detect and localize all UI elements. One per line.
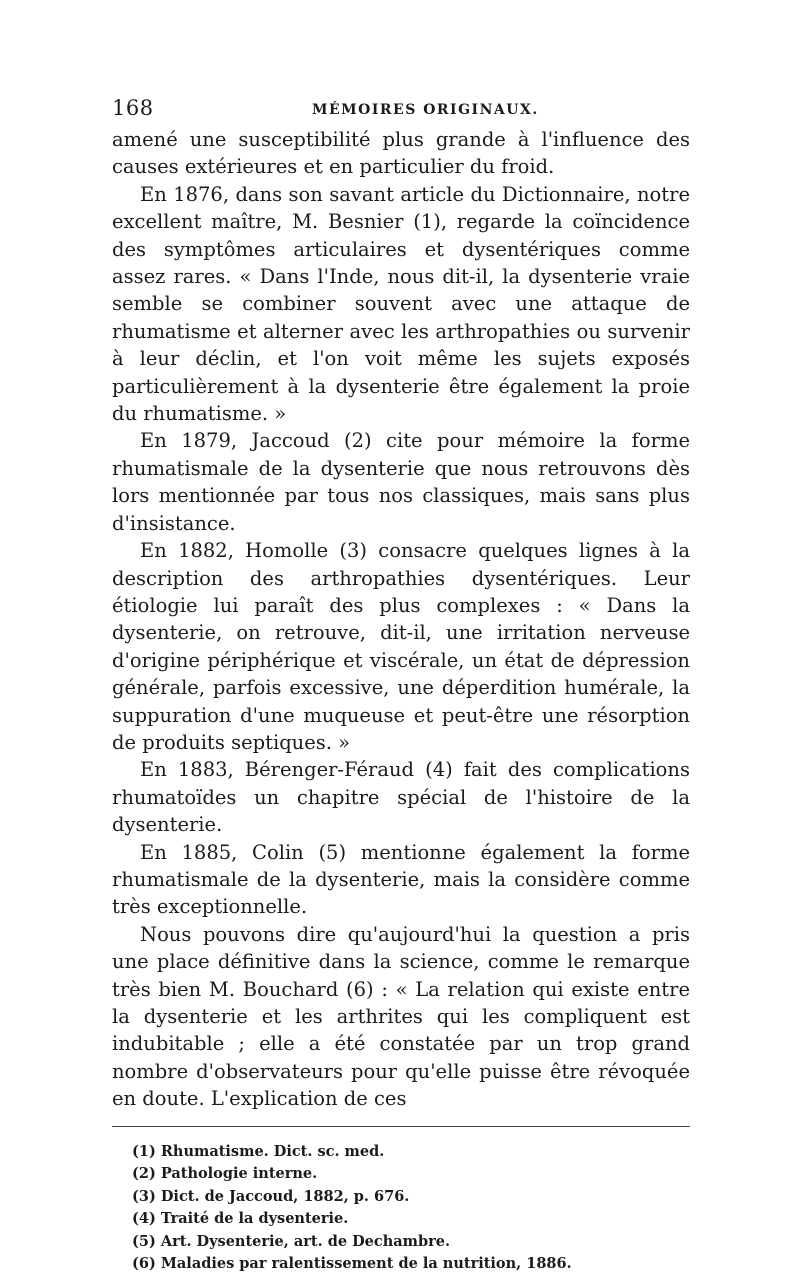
book-page: [112, 96, 690, 1276]
footnotes: [112, 1141, 690, 1276]
footnote-3: (3) Dict. de Jaccoud, 1882, p. 676.: [132, 1187, 410, 1205]
body-text: [112, 126, 690, 1113]
page-number: 168: [112, 96, 154, 120]
footnote-5: (5) Art. Dysenterie, art. de Dechambre.: [132, 1232, 451, 1250]
running-head: [112, 96, 690, 126]
paragraph-jaccoud: En 1879, Jaccoud (2) cite pour mémoire la forme rhumatismale de la dysenterie que nous retrouvons dès lors mentionnée par tous nos classiques, mais sans plus d'insistance.: [112, 429, 690, 535]
running-title: MÉMOIRES ORIGINAUX.: [312, 102, 539, 118]
footnote-2: (2) Pathologie interne.: [132, 1165, 318, 1183]
paragraph-bouchard: Nous pouvons dire qu'aujourd'hui la question a pris une place définitive dans la science, comme le remarque très bien M. Bouchard (6) : « La relation qui existe entre la dysenterie et les arthrites qui les compliquent est indubitable ; elle a été constatée par un trop grand nombre d'observateurs pour qu'elle puisse être révoquée en doute. L'explication de ces: [112, 922, 690, 1111]
footnote-divider: [112, 1126, 690, 1127]
paragraph-homolle: En 1882, Homolle (3) consacre quelques lignes à la description des arthropathies dysentériques. Leur étiologie lui paraît des plus complexes : « Dans la dysenterie, on retrouve, dit-il, une irritation nerveuse d'origine périphérique et viscérale, un état de dépression générale, parfois excessive, une déperdition humérale, la suppuration d'une muqueuse et peut-être une résorption de produits septiques. »: [112, 539, 690, 754]
paragraph-continuation: amené une susceptibilité plus grande à l'influence des causes extérieures et en particulier du froid.: [112, 128, 690, 179]
paragraph-besnier: En 1876, dans son savant article du Dictionnaire, notre excellent maître, M. Besnier (1), regarde la coïncidence des symptômes articulaires et dysentériques comme assez rares. « Dans l'Inde, nous dit-il, la dysenterie vraie semble se combiner souvent avec une attaque de rhumatisme et alterner avec les arthropathies ou survenir à leur déclin, et l'on voit même les sujets exposés particulièrement à la dysenterie être également la proie du rhumatisme. »: [112, 182, 690, 426]
footnote-6: (6) Maladies par ralentissement de la nutrition, 1886.: [132, 1255, 572, 1273]
footnote-4: (4) Traité de la dysenterie.: [132, 1210, 349, 1228]
paragraph-berenger-feraud: En 1883, Bérenger-Féraud (4) fait des complications rhumatoïdes un chapitre spécial de l'histoire de la dysenterie.: [112, 758, 690, 837]
paragraph-colin: En 1885, Colin (5) mentionne également la forme rhumatismale de la dysenterie, mais la considère comme très exceptionnelle.: [112, 840, 690, 919]
footnote-1: (1) Rhumatisme. Dict. sc. med.: [132, 1142, 385, 1160]
